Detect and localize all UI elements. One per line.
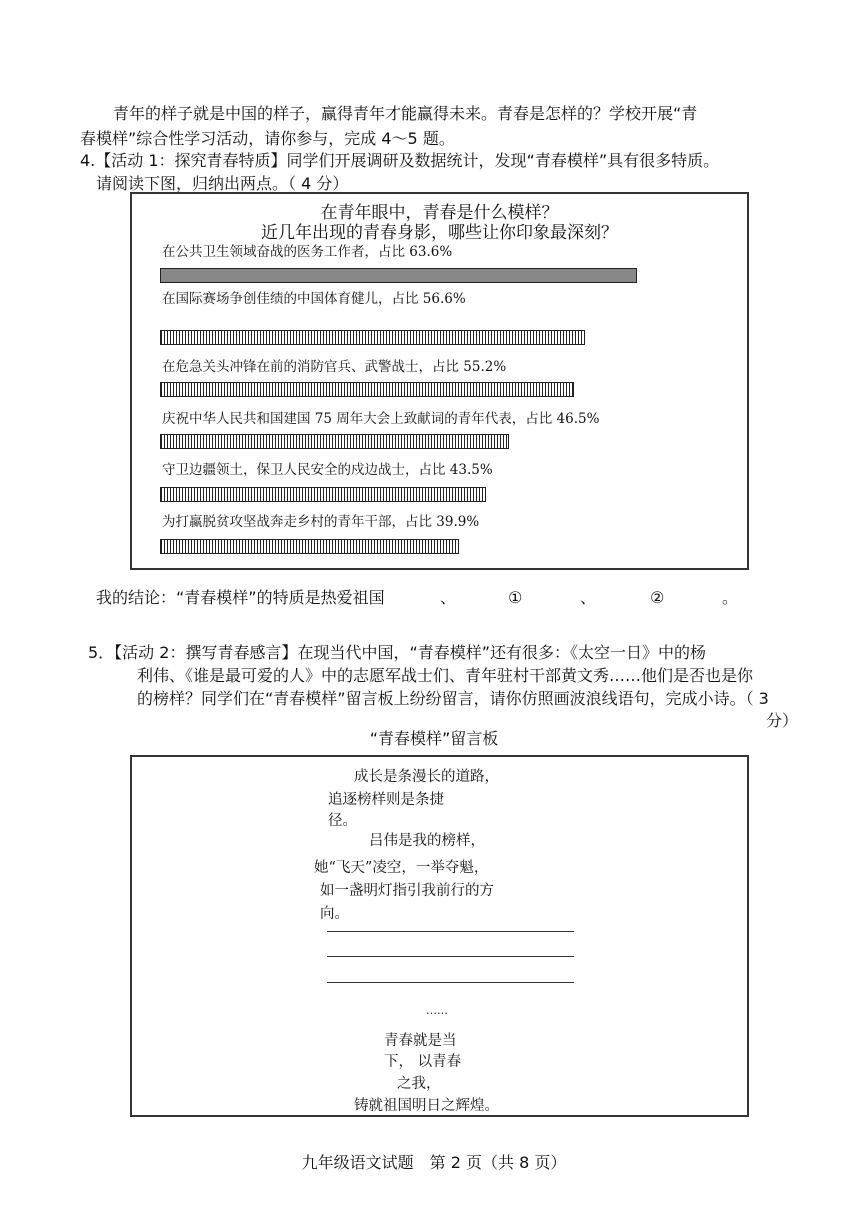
poem-line: 她“飞天”凌空，一举夺魁， — [314, 860, 489, 876]
bar — [160, 487, 486, 502]
bar — [160, 330, 585, 345]
chart-subtitle: 近几年出现的青春身影，哪些让你印象最深刻？ — [261, 223, 618, 243]
bar — [160, 539, 459, 554]
answer-blank-1[interactable]: ① — [508, 588, 523, 607]
bar-label: 庆祝中华人民共和国建国 75 周年大会上致献词的青年代表，占比 46.5% — [162, 411, 600, 427]
bar-label: 守卫边疆领土，保卫人民安全的戍边战士，占比 43.5% — [162, 462, 493, 478]
page-footer: 九年级语文试题 第 2 页（共 8 页） — [301, 1153, 567, 1172]
question-5-line-4: 分） — [766, 711, 799, 730]
conclusion-separator-1: 、 — [440, 588, 457, 607]
question-4-line-1: 4.【活动 1：探究青春特质】同学们开展调研及数据统计，发现“青春模样”具有很多特质。 — [80, 151, 720, 170]
answer-line-1[interactable] — [327, 931, 574, 932]
poem-line: 追逐榜样则是条捷 — [328, 792, 444, 808]
bar — [160, 268, 637, 283]
question-5-line-3: 的榜样？同学们在“青春模样”留言板上纷纷留言，请你仿照画波浪线语句，完成小诗。（ 3 — [137, 689, 769, 708]
question-5-line-2: 利伟、《谁是最可爱的人》中的志愿军战士们、青年驻村干部黄文秀……他们是否也是你 — [137, 666, 754, 685]
poem-ending-line: 青春就是当 — [384, 1033, 457, 1049]
conclusion-separator-2: 、 — [580, 588, 597, 607]
survey-bar-chart — [130, 192, 749, 570]
poem-line: 如一盏明灯指引我前行的方 — [320, 883, 494, 899]
poem-line: 径。 — [328, 813, 357, 829]
conclusion-end: 。 — [722, 588, 739, 607]
bar-label: 在公共卫生领域奋战的医务工作者，占比 63.6% — [162, 244, 453, 260]
message-board-title: “青春模样”留言板 — [369, 729, 499, 748]
poem-line: 向。 — [320, 906, 349, 922]
poem-ending-line: 铸就祖国明日之辉煌。 — [354, 1098, 499, 1114]
poem-ending-line: 下， 以青春 — [384, 1054, 462, 1070]
poem-ellipsis: …… — [426, 1004, 448, 1017]
poem-line: 吕伟是我的榜样， — [369, 833, 485, 849]
poem-line: 成长是条漫长的道路， — [354, 769, 499, 785]
question-5-line-1: 5．【活动 2：撰写青春感言】在现当代中国，“青春模样”还有很多：《太空一日》中的杨 — [88, 643, 707, 662]
bar — [160, 382, 574, 397]
intro-line-2: 春模样”综合性学习活动，请你参与，完成 4～5 题。 — [80, 129, 455, 148]
chart-title: 在青年眼中，青春是什么模样？ — [320, 203, 559, 223]
bar — [160, 434, 509, 449]
answer-line-3[interactable] — [327, 982, 574, 983]
message-board — [130, 755, 749, 1117]
poem-ending-line: 之我， — [397, 1076, 441, 1092]
question-4-line-2: 请阅读下图，归纳出两点。（ 4 分） — [96, 174, 349, 193]
conclusion-text: 我的结论：“青春模样”的特质是热爱祖国 — [96, 588, 385, 607]
bar-label: 在危急关头冲锋在前的消防官兵、武警战士，占比 55.2% — [162, 359, 507, 375]
bar-label: 在国际赛场争创佳绩的中国体育健儿，占比 56.6% — [162, 291, 466, 307]
intro-line-1: 青年的样子就是中国的样子，赢得青年才能赢得未来。青春是怎样的？学校开展“青 — [113, 104, 698, 123]
answer-blank-2[interactable]: ② — [650, 588, 665, 607]
answer-line-2[interactable] — [327, 956, 574, 957]
bar-label: 为打赢脱贫攻坚战奔走乡村的青年干部，占比 39.9% — [162, 514, 480, 530]
